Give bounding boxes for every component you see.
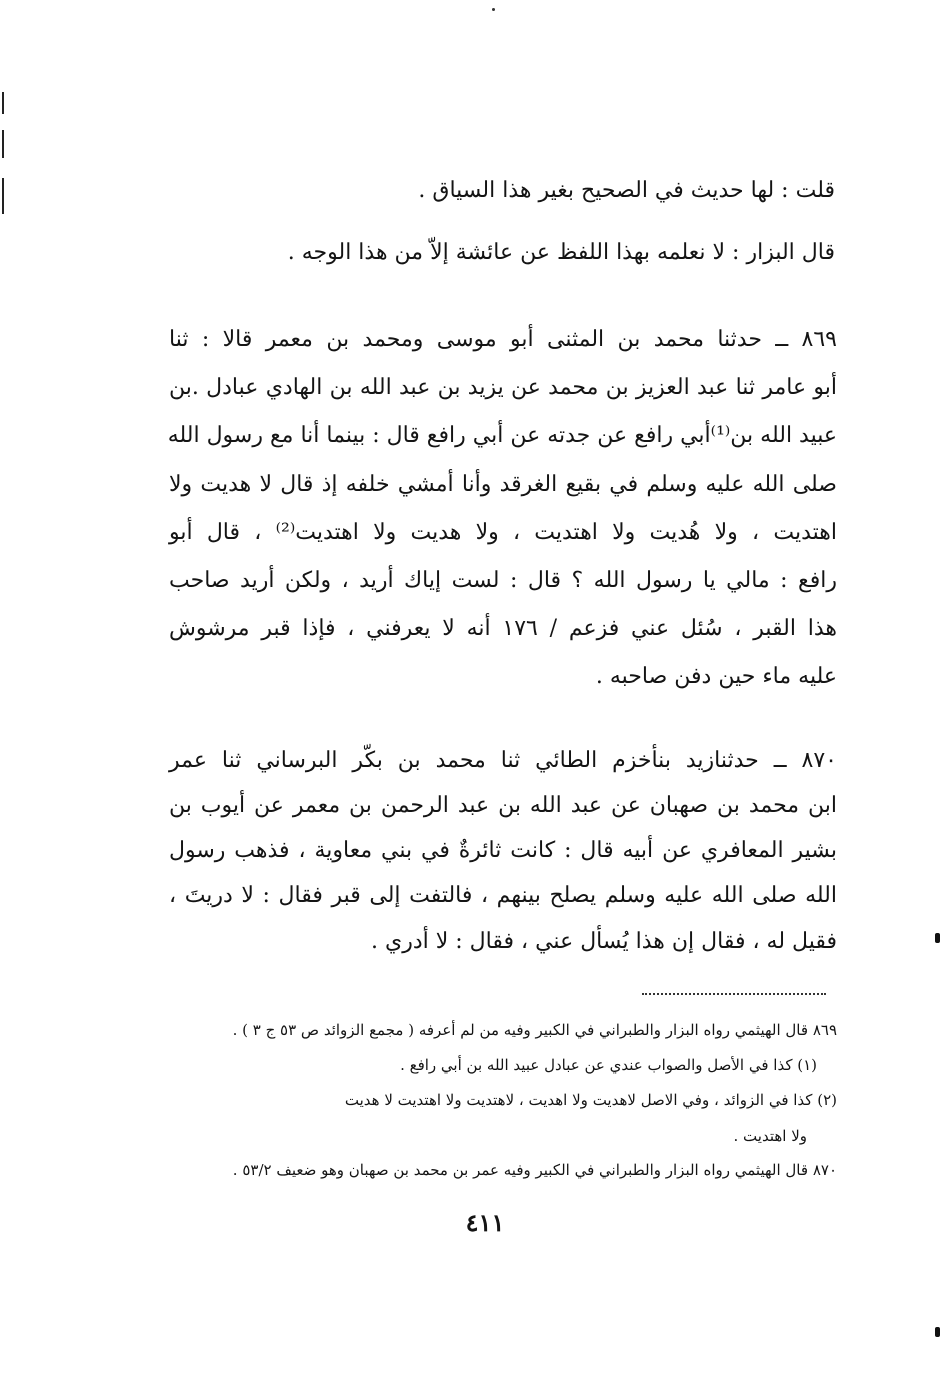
hadith-869-line: عبيد الله بن⁽¹⁾أبي رافع عن جدته عن أبي رافع قال : بينما أنا مع رسول الله <box>167 423 837 448</box>
hadith-869-line: صلى الله عليه وسلم في بقيع الغرقد وأنا أمشي خلفه إذ قال لا هديت ولا <box>169 472 837 497</box>
footnote-2: (٢) كذا في الزوائد ، وفي الاصل لاهديت ولا اهديت ، لاهتديت ولا اهتديت لا هديت <box>344 1091 837 1109</box>
footnote-870: ٨٧٠ قال الهيثمي رواه البزار والطبراني في الكبير وفيه عمر بن محمد بن صهبان وهو ضعيف ٥٣/٢ . <box>232 1161 837 1179</box>
binding-edge-mark <box>2 92 4 114</box>
footnote-1: (١) كذا في الأصل والصواب عندي عن عبادل عبيد الله بن أبي رافع . <box>400 1056 817 1074</box>
hadith-869-line: ٨٦٩ ــ حدثنا محمد بن المثنى أبو موسى ومحمد بن معمر قالا : ثنا <box>169 327 837 352</box>
hadith-869-line: هذا القبر ، سُئل عني فزعم / ١٧٦ أنه لا يعرفني ، فإذا قبر مرشوش <box>169 616 837 641</box>
hadith-869-line: رافع : مالي يا رسول الله ؟ قال : لست إياك أريد ، ولكن أريد صاحب <box>169 568 837 593</box>
hadith-870-line: فقيل له ، فقال إن هذا يُسأل عني ، فقال : لا أدري . <box>371 929 837 954</box>
binding-edge-mark <box>2 130 4 158</box>
page-number: ٤١١ <box>465 1208 505 1237</box>
intro-line-1: قلت : لها حديث في الصحيح بغير هذا السياق . <box>418 178 835 203</box>
hadith-870-line: بشير المعافري عن أبيه قال : كانت ثائرةٌ في بني معاوية ، فذهب رسول <box>169 838 837 863</box>
footnote-separator <box>642 993 826 995</box>
ink-blot <box>935 933 940 943</box>
footnote-2-continued: ولا اهتديت . <box>733 1127 807 1145</box>
intro-line-2: قال البزار : لا نعلمه بهذا اللفظ عن عائشة إلاّ من هذا الوجه . <box>287 240 835 265</box>
footnote-869: ٨٦٩ قال الهيثمي رواه البزار والطبراني في الكبير وفيه من لم أعرفه ( مجمع الزوائد ص ٥٣ ج ٣ ) . <box>232 1021 837 1039</box>
hadith-869-line: أبو عامر ثنا عبد العزيز بن محمد عن يزيد بن عبد الله بن الهادي عبادل .بن <box>169 375 837 400</box>
ink-speck <box>492 8 495 11</box>
hadith-870-line: الله صلى الله عليه وسلم يصلح بينهم ، فالتفت إلى قبر فقال : لا دريتَ ، <box>169 883 837 908</box>
hadith-869-line: اهتديت ، ولا هُديت ولا اهتديت ، ولا هديت ولا اهتديت⁽²⁾ ، قال أبو <box>169 520 837 545</box>
ink-blot <box>935 1327 940 1337</box>
hadith-870-line: ٨٧٠ ــ حدثنازيد بنأخزم الطائي ثنا محمد بن بكّر البرساني ثنا عمر <box>169 748 837 773</box>
hadith-869-line: عليه ماء حين دفن صاحبه . <box>595 664 837 689</box>
binding-edge-mark <box>2 178 4 214</box>
hadith-870-line: ابن محمد بن صهبان عن عبد الله بن عبد الرحمن بن معمر عن أيوب بن <box>169 793 837 818</box>
